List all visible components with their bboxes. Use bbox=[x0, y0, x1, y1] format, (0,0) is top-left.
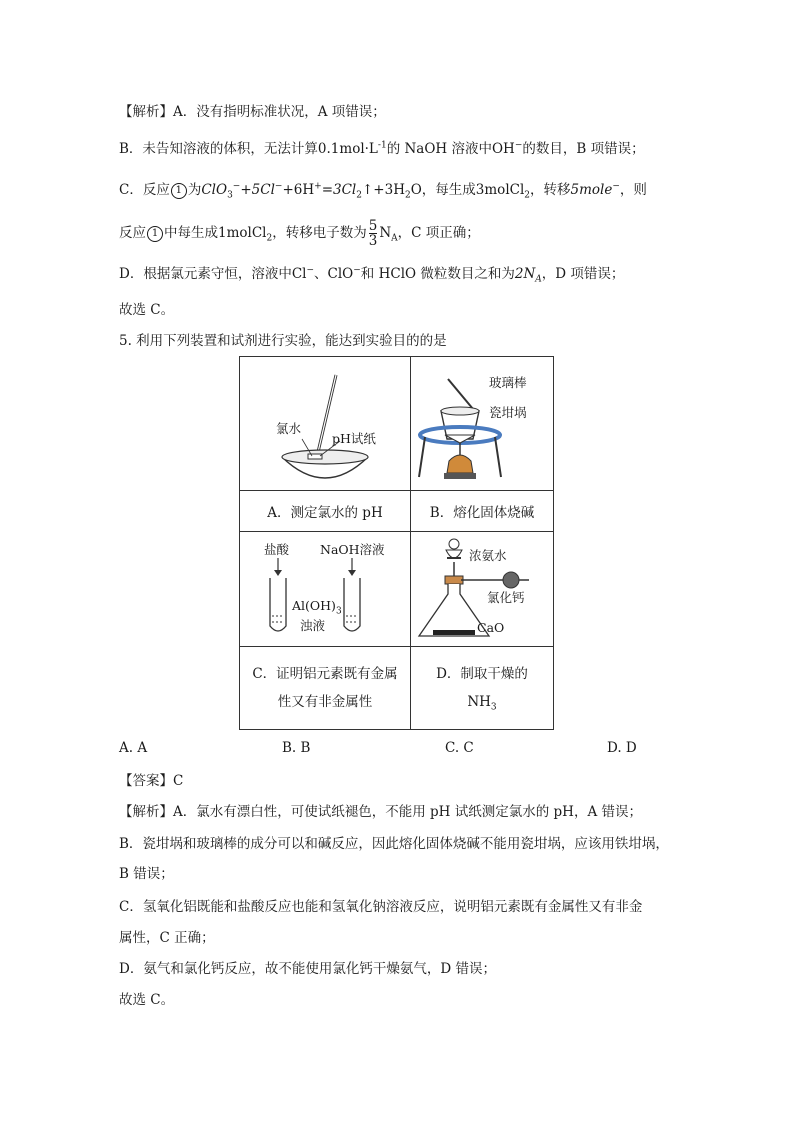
label-concentrated-ammonia: 浓氨水 bbox=[469, 548, 507, 563]
analysis2-a-line: 【解析】A．氯水有漂白性，可使试纸褪色，不能用 pH 试纸测定氯水的 pH，A 错误； bbox=[119, 804, 642, 820]
analysis-b-line: B．未告知溶液的体积，无法计算$0.1mol\cdot L^{-1}$的 NaOH 溶液中OH−的数目，B 项错误； bbox=[119, 140, 645, 157]
label-aluminium-hydroxide: $Al(OH)_3$ bbox=[292, 598, 342, 617]
analysis-c-line2: 反应 1 中每生成1molCl$_2$，转移电子数为 $\frac{5}{3}$ $N_A$，C 项正确； bbox=[119, 218, 480, 249]
circled-number-icon: 1 bbox=[147, 226, 163, 242]
analysis2-d-line: D．氨气和氯化钙反应，故不能使用氯化钙干燥氨气，D 错误； bbox=[119, 961, 496, 977]
answer-line bbox=[119, 771, 183, 791]
analysis-d-line: D．根据氯元素守恒，溶液中Cl−、ClO−和 HClO 微粒数目之和为$2N_A$，D 项错误； bbox=[119, 265, 625, 285]
option-b: B. B bbox=[282, 740, 311, 756]
analysis2-c-line2: 属性，C 正确； bbox=[119, 930, 215, 946]
circled-number-icon: 1 bbox=[171, 183, 187, 199]
analysis-a-line: 【解析】A．没有指明标准状况，A 项错误； bbox=[119, 104, 386, 120]
conclusion-1: 故选 C。 bbox=[119, 302, 175, 318]
evaporating-dish-icon bbox=[240, 357, 410, 490]
cell-b-figure bbox=[411, 357, 554, 491]
analysis-label: 【解析】 bbox=[119, 804, 173, 820]
label-glass-rod: 玻璃棒 bbox=[489, 375, 527, 390]
caption-a: A．测定氯水的 pH bbox=[240, 491, 411, 532]
option-a: A. A bbox=[119, 740, 148, 756]
label-hydrochloric-acid: 盐酸 bbox=[264, 542, 290, 557]
label-cao: CaO bbox=[477, 620, 505, 635]
label-porcelain-crucible: 瓷坩埚 bbox=[489, 405, 527, 420]
cell-c-figure bbox=[240, 532, 411, 647]
label-suspension: 浊液 bbox=[300, 618, 326, 633]
label-calcium-chloride: 氯化钙 bbox=[487, 590, 525, 605]
caption-c: C．证明铝元素既有金属 性又有非金属性 bbox=[240, 647, 411, 730]
caption-b: B．熔化固体烧碱 bbox=[411, 491, 554, 532]
cell-a-figure bbox=[240, 357, 411, 491]
option-d: D. D bbox=[607, 740, 637, 756]
apparatus-table bbox=[239, 356, 554, 730]
option-c: C. C bbox=[445, 740, 474, 756]
crucible-stand-icon bbox=[411, 357, 553, 490]
label-chlorine-water: 氯水 bbox=[276, 421, 302, 436]
answer-value: C bbox=[173, 773, 184, 789]
label-ph-paper: pH试纸 bbox=[332, 431, 376, 446]
cell-d-figure bbox=[411, 532, 554, 647]
answer-label: 【答案】 bbox=[119, 773, 173, 789]
analysis-c-line1: C．反应 1 为$ClO_3^-+5Cl^-+6H^+=3Cl_2↑+3H_2O$，每生成3molCl$_2$，转移5mole−，则 bbox=[119, 181, 647, 201]
analysis-label: 【解析】 bbox=[119, 104, 173, 120]
caption-d: D．制取干燥的 $NH_3$ bbox=[411, 647, 554, 730]
fraction: $\frac{5}{3}$ bbox=[368, 218, 378, 249]
label-naoh-solution: NaOH溶液 bbox=[320, 542, 385, 557]
question-stem: 5. 利用下列装置和试剂进行实验，能达到实验目的的是 bbox=[119, 333, 447, 349]
analysis2-b-line2: B 错误； bbox=[119, 866, 174, 882]
conclusion-2: 故选 C。 bbox=[119, 992, 175, 1008]
analysis2-c-line1: C．氢氧化铝既能和盐酸反应也能和氢氧化钠溶液反应，说明铝元素既有金属性又有非金 bbox=[119, 899, 643, 915]
analysis2-b-line1: B．瓷坩埚和玻璃棒的成分可以和碱反应，因此熔化固体烧碱不能用瓷坩埚，应该用铁坩埚， bbox=[119, 836, 669, 852]
